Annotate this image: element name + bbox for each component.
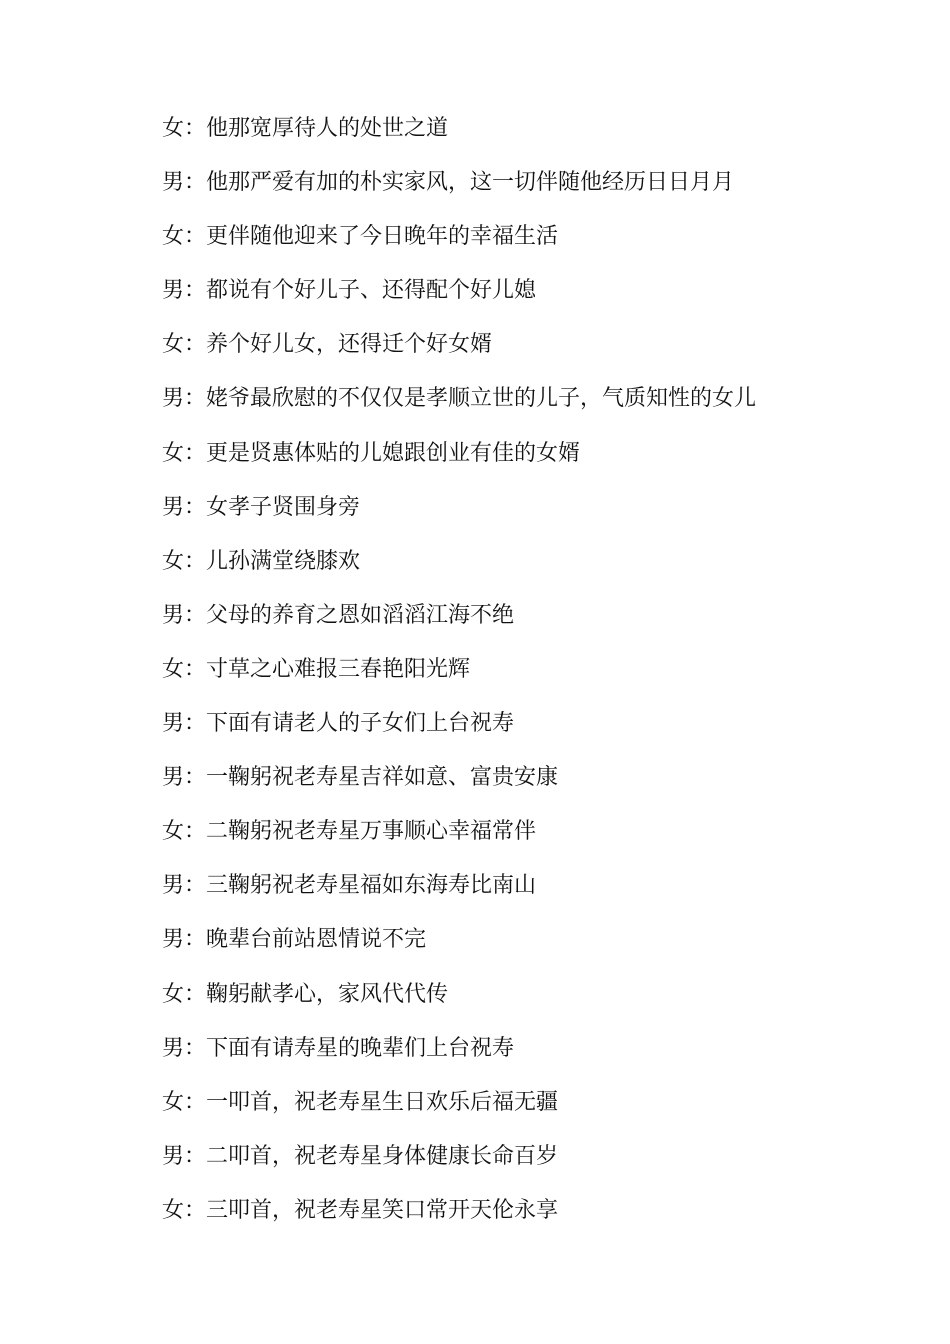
script-line: 男：都说有个好儿子、还得配个好儿媳 xyxy=(162,278,537,304)
script-line: 男：三鞠躬祝老寿星福如东海寿比南山 xyxy=(162,873,537,899)
script-line: 男：下面有请老人的子女们上台祝寿 xyxy=(162,711,515,737)
script-line: 男：二叩首，祝老寿星身体健康长命百岁 xyxy=(162,1143,559,1169)
script-line: 女：鞠躬献孝心，家风代代传 xyxy=(162,981,449,1007)
script-line: 女：养个好儿女，还得迁个好女婿 xyxy=(162,332,493,358)
script-line: 男：姥爷最欣慰的不仅仅是孝顺立世的儿子，气质知性的女儿 xyxy=(162,386,757,412)
script-line: 女：一叩首，祝老寿星生日欢乐后福无疆 xyxy=(162,1089,559,1115)
script-line: 男：父母的养育之恩如滔滔江海不绝 xyxy=(162,602,515,628)
script-line: 男：他那严爱有加的朴实家风，这一切伴随他经历日日月月 xyxy=(162,170,735,196)
script-line: 女：儿孙满堂绕膝欢 xyxy=(162,548,361,574)
script-line: 女：更是贤惠体贴的儿媳跟创业有佳的女婿 xyxy=(162,440,581,466)
script-line: 男：女孝子贤围身旁 xyxy=(162,494,361,520)
script-line: 女：寸草之心难报三春艳阳光辉 xyxy=(162,656,471,682)
script-lines xyxy=(162,111,862,1247)
script-line: 女：更伴随他迎来了今日晚年的幸福生活 xyxy=(162,224,559,250)
script-line: 女：他那宽厚待人的处世之道 xyxy=(162,116,449,141)
script-line: 女：三叩首，祝老寿星笑口常开天伦永享 xyxy=(162,1197,559,1223)
script-line: 男：晚辈台前站恩情说不完 xyxy=(162,927,427,953)
script-line: 男：一鞠躬祝老寿星吉祥如意、富贵安康 xyxy=(162,765,559,791)
script-line: 男：下面有请寿星的晚辈们上台祝寿 xyxy=(162,1035,515,1061)
script-line: 女：二鞠躬祝老寿星万事顺心幸福常伴 xyxy=(162,819,537,845)
